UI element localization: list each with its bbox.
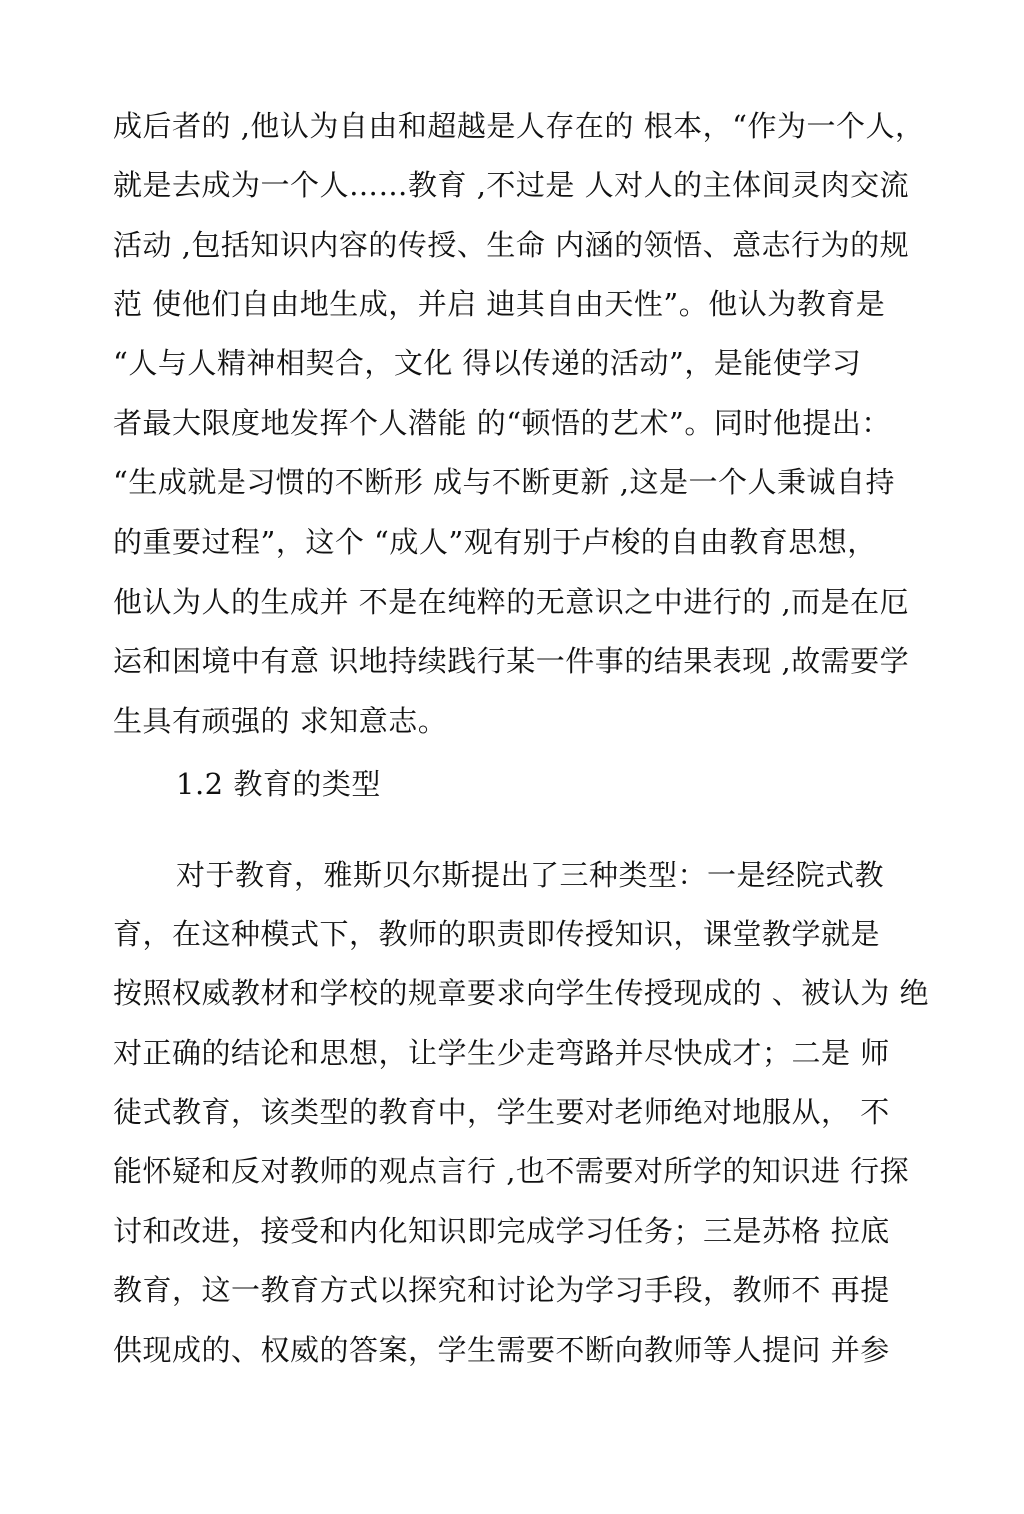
paragraph-line: 对于教育，雅斯贝尔斯提出了三种类型：一是经院式教 [176, 858, 885, 892]
paragraph-line: 的重要过程”，这个 “成人”观有别于卢梭的自由教育思想， [113, 525, 877, 559]
paragraph-line: 者最大限度地发挥个人潜能 的“顿悟的艺术”。同时他提出： [113, 406, 891, 440]
paragraph-line: 他认为人的生成并 不是在纯粹的无意识之中进行的 ,而是在厄 [113, 585, 910, 619]
paragraph-line: “人与人精神相契合，文化 得以传递的活动”，是能使学习 [113, 346, 862, 380]
paragraph-line: 活动 ,包括知识内容的传授、生命 内涵的领悟、意志行为的规 [113, 228, 910, 262]
paragraph-line: 成后者的 ,他认为自由和超越是人存在的 根本，“作为一个人， [113, 109, 925, 143]
paragraph-line: 供现成的、权威的答案，学生需要不断向教师等人提问 并参 [113, 1333, 890, 1367]
paragraph-line: 范 使他们自由地生成，并启 迪其自由天性”。他认为教育是 [113, 287, 886, 321]
paragraph-line: “生成就是习惯的不断形 成与不断更新 ,这是一个人秉诚自持 [113, 465, 895, 499]
paragraph-line: 徒式教育，该类型的教育中，学生要对老师绝对地服从， 不 [113, 1095, 890, 1129]
paragraph-line: 对正确的结论和思想，让学生少走弯路并尽快成才；二是 师 [113, 1036, 890, 1070]
paragraph-line: 教育，这一教育方式以探究和讨论为学习手段，教师不 再提 [113, 1273, 890, 1307]
paragraph-line: 就是去成为一个人……教育 ,不过是 人对人的主体间灵肉交流 [113, 168, 910, 202]
paragraph-line: 讨和改进，接受和内化知识即完成学习任务；三是苏格 拉底 [113, 1214, 890, 1248]
paragraph-line: 能怀疑和反对教师的观点言行 ,也不需要对所学的知识进 行探 [113, 1154, 910, 1188]
paragraph-line: 育，在这种模式下，教师的职责即传授知识，课堂教学就是 [113, 917, 881, 951]
section-heading: 1.2 教育的类型 [176, 767, 381, 801]
paragraph-line: 生具有顽强的 求知意志。 [113, 704, 448, 738]
paragraph-line: 运和困境中有意 识地持续践行某一件事的结果表现 ,故需要学 [113, 644, 910, 678]
paragraph-line: 按照权威教材和学校的规章要求向学生传授现成的 、被认为 绝 [113, 976, 929, 1010]
